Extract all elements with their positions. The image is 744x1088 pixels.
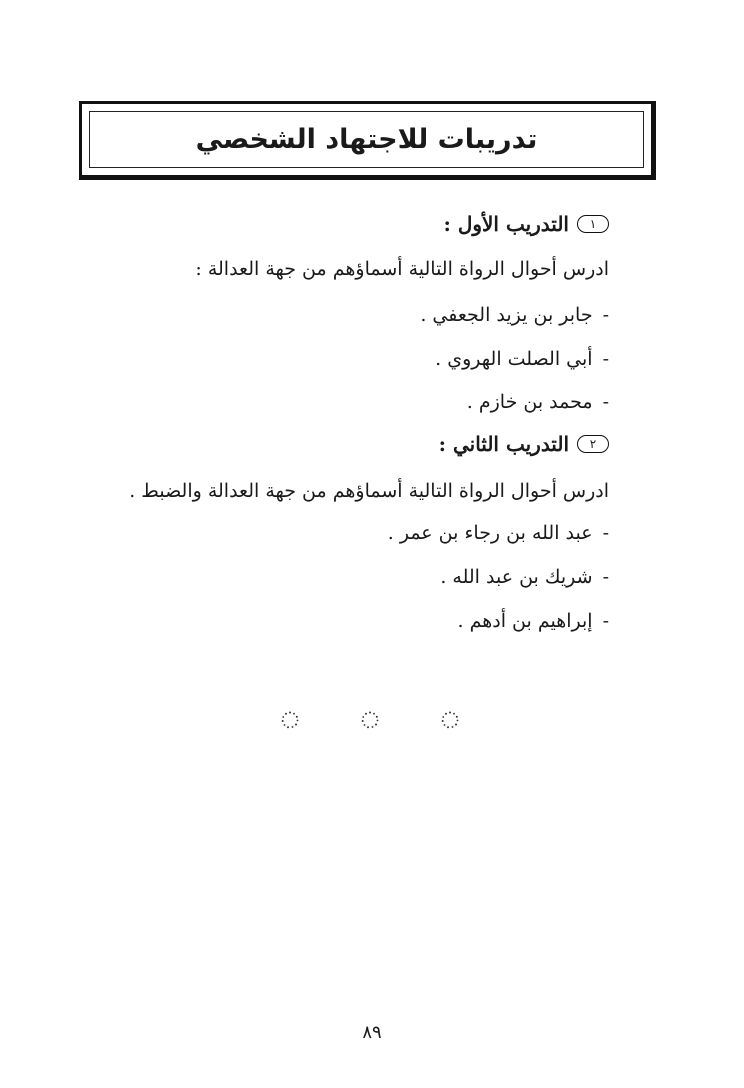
exercise-2-heading — [439, 432, 609, 456]
list-item-text: عبد الله بن رجاء بن عمر . — [387, 522, 593, 544]
exercise-2-item — [440, 566, 609, 588]
star-burst-icon — [440, 710, 460, 730]
title-inner-frame — [89, 111, 644, 168]
list-dash: - — [602, 348, 609, 370]
exercise-2-heading-text: التدريب الثاني : — [438, 432, 569, 456]
exercise-1-number-badge: ١ — [577, 215, 609, 233]
list-item-text: جابر بن يزيد الجعفي . — [420, 304, 593, 326]
title-frame — [79, 101, 656, 180]
star-burst-icon — [280, 710, 300, 730]
exercise-1-item — [467, 391, 609, 413]
exercise-1-item — [420, 304, 609, 326]
list-item-text: محمد بن خازم . — [466, 391, 593, 413]
exercise-1-instruction: ادرس أحوال الرواة التالية أسماؤهم من جهة العدالة : — [195, 258, 609, 280]
list-item-text: أبي الصلت الهروي . — [435, 348, 593, 370]
list-dash: - — [602, 610, 609, 632]
star-burst-icon — [360, 710, 380, 730]
section-ornaments — [280, 710, 460, 734]
page-title: تدريبات للاجتهاد الشخصي — [195, 124, 538, 155]
exercise-2-item — [388, 522, 609, 544]
list-dash: - — [602, 522, 609, 544]
exercise-1-heading-text: التدريب الأول : — [443, 212, 569, 236]
exercise-2-item — [458, 610, 609, 632]
list-dash: - — [602, 304, 609, 326]
exercise-1-heading — [443, 212, 609, 236]
list-item-text: شريك بن عبد الله . — [440, 566, 593, 588]
page-number: ٨٩ — [362, 1022, 382, 1043]
list-dash: - — [602, 391, 609, 413]
exercise-2-number-badge: ٢ — [577, 435, 609, 453]
exercise-1-item — [435, 348, 609, 370]
list-dash: - — [602, 566, 609, 588]
list-item-text: إبراهيم بن أدهم . — [457, 610, 593, 632]
exercise-2-instruction: ادرس أحوال الرواة التالية أسماؤهم من جهة العدالة والضبط . — [129, 480, 609, 502]
